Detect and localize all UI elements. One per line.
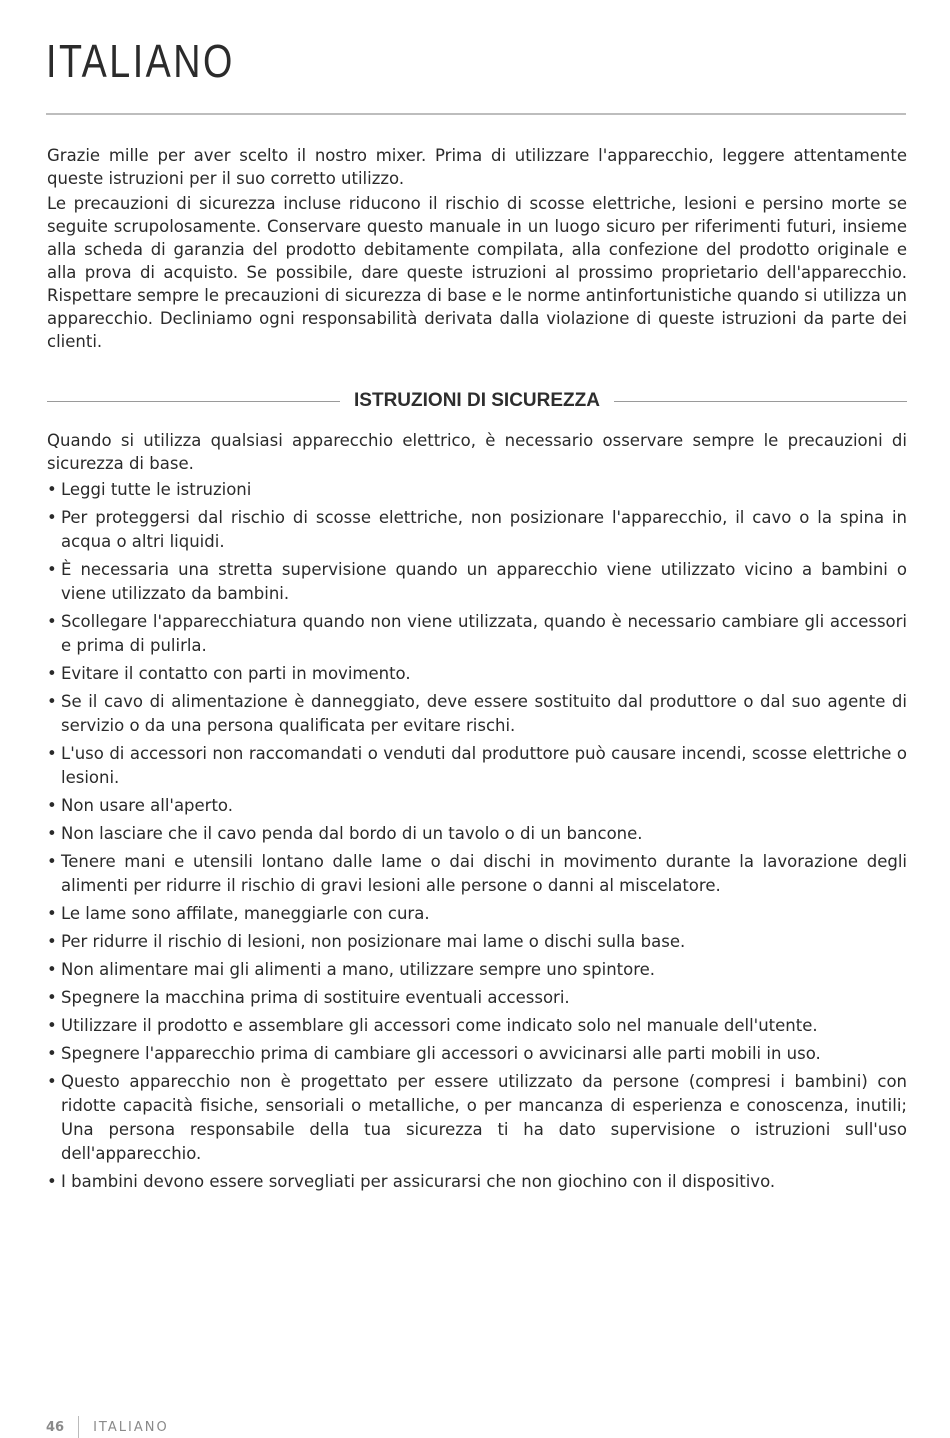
bullet-icon: • (47, 796, 57, 815)
list-item-text: Per proteggersi dal rischio di scosse elettriche, non posizionare l'apparecchio, il cavo o la spina in acqua o altri liquidi. (61, 508, 907, 551)
list-item-text: Evitare il contatto con parti in movimento. (61, 664, 411, 683)
list-item-text: Leggi tutte le istruzioni (61, 480, 252, 499)
list-item (47, 822, 907, 846)
page-number: 46 (46, 1419, 65, 1435)
list-item (47, 958, 907, 982)
list-item (47, 850, 907, 898)
bullet-icon: • (47, 560, 57, 579)
safety-intro: Quando si utilizza qualsiasi apparecchio elettrico, è necessario osservare sempre le precauzioni di sicurezza di base. (47, 431, 907, 473)
bullet-icon: • (47, 904, 57, 923)
list-item (47, 662, 907, 686)
list-item-text: Utilizzare il prodotto e assemblare gli accessori come indicato solo nel manuale dell'utente. (61, 1016, 818, 1035)
page-title: ITALIANO (46, 35, 235, 87)
bullet-icon: • (47, 1172, 57, 1191)
list-item (47, 1014, 907, 1038)
heading-rule-right (614, 401, 907, 402)
list-item-text: Questo apparecchio non è progettato per essere utilizzato da persone (compresi i bambini) con ridotte capacità fisiche, sensoriali o metalliche, o per mancanza di esperienza e conoscenza, inutili; Una persona responsabile della tua sicurezza ti ha dato supervisione o istruzioni sull'uso dell'apparecchio. (61, 1072, 907, 1163)
title-divider (46, 113, 906, 115)
list-item-text: Non lasciare che il cavo penda dal bordo di un tavolo o di un bancone. (61, 824, 643, 843)
bullet-icon: • (47, 1016, 57, 1035)
safety-list (47, 478, 907, 1194)
list-item (47, 930, 907, 954)
bullet-icon: • (47, 960, 57, 979)
bullet-icon: • (47, 480, 57, 499)
intro-paragraph: Le precauzioni di sicurezza incluse riducono il rischio di scosse elettriche, lesioni e persino morte se seguite scrupolosamente. Conservare questo manuale in un luogo sicuro per riferimenti futuri, insieme alla scheda di garanzia del prodotto debitamente compilata, alla confezione del prodotto originale e alla prova di acquisto. Se possibile, dare queste istruzioni al prossimo proprietario dell'apparecchio. Rispettare sempre le precauzioni di sicurezza di base e le norme antinfortunistiche quando si utilizza un apparecchio. Decliniamo ogni responsabilità derivata dalla violazione di queste istruzioni da parte dei clienti. (47, 194, 907, 351)
bullet-icon: • (47, 932, 57, 951)
list-item (47, 558, 907, 606)
section-heading (47, 377, 907, 425)
list-item (47, 1170, 907, 1194)
list-item (47, 690, 907, 738)
list-item-text: L'uso di accessori non raccomandati o venduti dal produttore può causare incendi, scosse elettriche o lesioni. (61, 744, 907, 787)
bullet-icon: • (47, 1044, 57, 1063)
bullet-icon: • (47, 692, 57, 711)
list-item-text: Per ridurre il rischio di lesioni, non posizionare mai lame o dischi sulla base. (61, 932, 686, 951)
footer-divider (78, 1416, 79, 1438)
bullet-icon: • (47, 824, 57, 843)
list-item-text: I bambini devono essere sorvegliati per assicurarsi che non giochino con il dispositivo. (61, 1172, 776, 1191)
page-footer (46, 1416, 169, 1438)
list-item (47, 506, 907, 554)
list-item-text: Se il cavo di alimentazione è danneggiato, deve essere sostituito dal produttore o dal suo agente di servizio o da una persona qualificata per evitare rischi. (61, 692, 907, 735)
section-heading-label: ISTRUZIONI DI SICUREZZA (354, 390, 600, 411)
list-item-text: Le lame sono affilate, maneggiarle con cura. (61, 904, 430, 923)
bullet-icon: • (47, 508, 57, 527)
list-item-text: Spegnere l'apparecchio prima di cambiare gli accessori o avvicinarsi alle parti mobili in uso. (61, 1044, 821, 1063)
list-item (47, 794, 907, 818)
list-item-text: Scollegare l'apparecchiatura quando non viene utilizzata, quando è necessario cambiare gli accessori e prima di pulirla. (61, 612, 907, 655)
list-item-text: Non usare all'aperto. (61, 796, 233, 815)
list-item (47, 742, 907, 790)
bullet-icon: • (47, 664, 57, 683)
list-item-text: Non alimentare mai gli alimenti a mano, utilizzare sempre uno spintore. (61, 960, 656, 979)
bullet-icon: • (47, 988, 57, 1007)
bullet-icon: • (47, 744, 57, 763)
intro-paragraph: Grazie mille per aver scelto il nostro mixer. Prima di utilizzare l'apparecchio, leggere attentamente queste istruzioni per il suo corretto utilizzo. (47, 146, 907, 188)
list-item (47, 986, 907, 1010)
list-item (47, 478, 907, 502)
list-item-text: Tenere mani e utensili lontano dalle lame o dai dischi in movimento durante la lavorazione degli alimenti per ridurre il rischio di gravi lesioni alle persone o danni al miscelatore. (61, 852, 907, 895)
bullet-icon: • (47, 852, 57, 871)
heading-rule-left (47, 401, 340, 402)
list-item-text: Spegnere la macchina prima di sostituire eventuali accessori. (61, 988, 570, 1007)
list-item (47, 610, 907, 658)
content (47, 144, 907, 1198)
list-item-text: È necessaria una stretta supervisione quando un apparecchio viene utilizzato vicino a bambini o viene utilizzato da bambini. (61, 560, 907, 603)
bullet-icon: • (47, 612, 57, 631)
list-item (47, 902, 907, 926)
bullet-icon: • (47, 1072, 57, 1091)
list-item (47, 1042, 907, 1066)
footer-section-name: ITALIANO (93, 1419, 169, 1435)
list-item (47, 1070, 907, 1166)
